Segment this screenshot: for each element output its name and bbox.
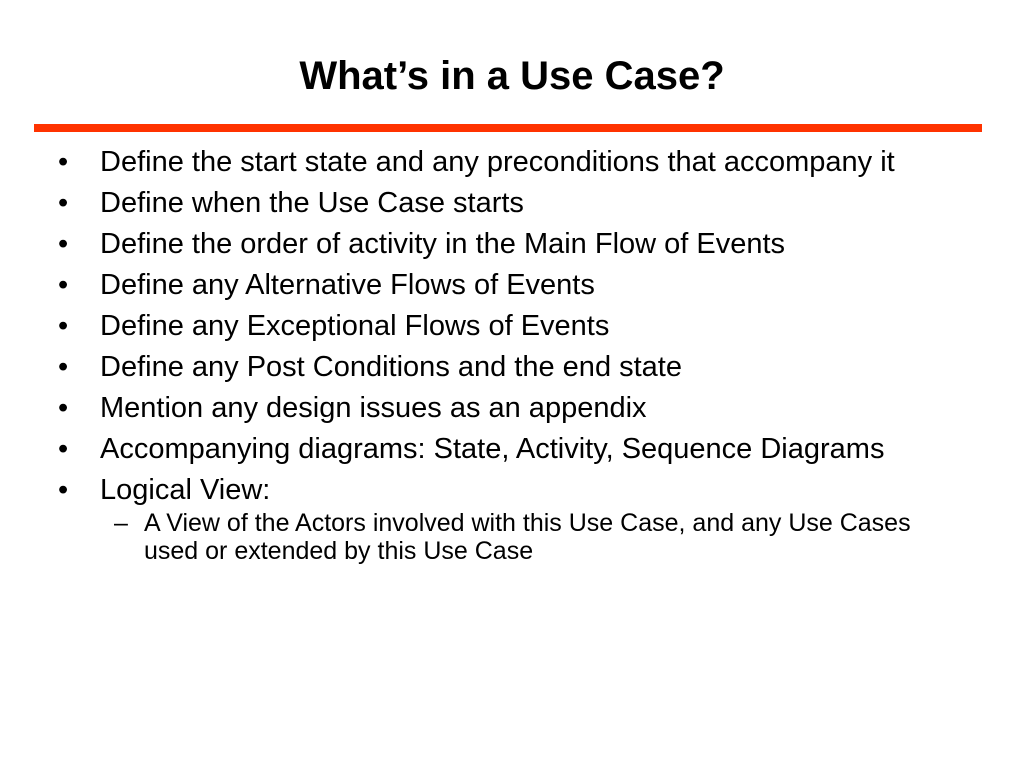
bullet-text: Define the order of activity in the Main Flow of Events (100, 228, 786, 260)
bullet-item (58, 351, 958, 384)
bullet-item (58, 474, 958, 565)
bullet-marker: • (58, 351, 69, 383)
bullet-text: Define the start state and any preconditions that accompany it (100, 146, 895, 178)
bullet-marker: • (58, 474, 69, 506)
bullet-text: Logical View: (100, 474, 271, 506)
bullet-text: Mention any design issues as an appendix (100, 392, 647, 424)
bullet-item (58, 392, 958, 425)
bullet-text: Accompanying diagrams: State, Activity, Sequence Diagrams (100, 433, 885, 465)
bullet-item (58, 146, 958, 179)
bullet-marker: • (58, 187, 69, 219)
slide-title: What’s in a Use Case? (299, 54, 725, 98)
title-divider (34, 124, 982, 132)
bullet-item (58, 269, 958, 302)
bullet-marker: • (58, 310, 69, 342)
sub-bullet-text: A View of the Actors involved with this Use Case, and any Use Cases used or extended by this Use Case (144, 509, 911, 565)
bullet-item (58, 228, 958, 261)
bullet-marker: • (58, 228, 69, 260)
bullet-item (58, 187, 958, 220)
sub-bullet-item (100, 509, 958, 565)
bullet-text: Define any Alternative Flows of Events (100, 269, 595, 301)
bullet-item (58, 310, 958, 343)
bullet-marker: • (58, 433, 69, 465)
bullet-marker: • (58, 392, 69, 424)
bullet-list (58, 146, 958, 573)
bullet-text: Define any Exceptional Flows of Events (100, 310, 610, 342)
bullet-marker: • (58, 146, 69, 178)
sub-bullet-marker: – (114, 509, 128, 537)
bullet-text: Define any Post Conditions and the end state (100, 351, 682, 383)
sub-bullet-list (100, 509, 958, 565)
bullet-text: Define when the Use Case starts (100, 187, 524, 219)
bullet-item (58, 433, 958, 466)
bullet-marker: • (58, 269, 69, 301)
